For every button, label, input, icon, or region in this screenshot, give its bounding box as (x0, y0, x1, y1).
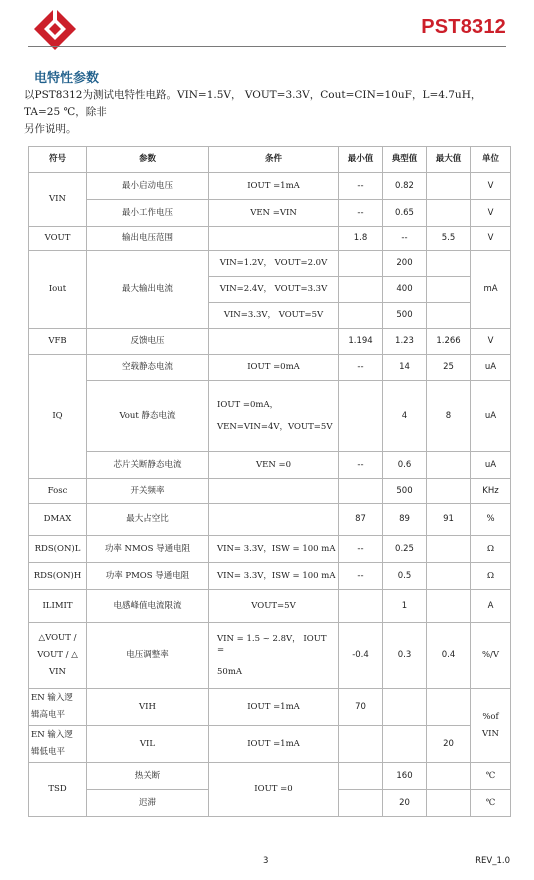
max-cell: 5.5 (427, 227, 471, 251)
typ-cell: 0.3 (383, 623, 427, 689)
unit-cell: ℃ (471, 763, 511, 790)
symbol-cell: ILIMIT (29, 590, 87, 623)
condition-cell: IOUT =1mA (209, 689, 339, 726)
section-title: 电特性参数 (34, 71, 100, 86)
max-cell (427, 303, 471, 329)
table-row (29, 536, 511, 563)
typ-cell: -- (383, 227, 427, 251)
typ-cell: 200 (383, 251, 427, 277)
min-cell: -0.4 (339, 623, 383, 689)
condition-cell: VIN=2.4V， VOUT=3.3V (209, 277, 339, 303)
typ-cell: 20 (383, 790, 427, 817)
condition-cell: VIN= 3.3V，ISW = 100 mA (209, 536, 339, 563)
param-cell: VIL (87, 726, 209, 763)
intro-line-2: 另作说明。 (24, 123, 77, 135)
table-row (29, 452, 511, 479)
min-cell (339, 277, 383, 303)
typ-cell: 500 (383, 479, 427, 504)
unit-cell: V (471, 200, 511, 227)
max-cell: 1.266 (427, 329, 471, 355)
min-cell (339, 303, 383, 329)
table-row (29, 329, 511, 355)
max-cell (427, 173, 471, 200)
unit-cell: %/V (471, 623, 511, 689)
param-cell: 热关断 (87, 763, 209, 790)
unit-cell: V (471, 173, 511, 200)
unit-cell: uA (471, 452, 511, 479)
electrical-characteristics-table (28, 146, 511, 817)
max-cell (427, 536, 471, 563)
param-cell: 开关频率 (87, 479, 209, 504)
table-row (29, 590, 511, 623)
unit-cell: V (471, 227, 511, 251)
condition-cell: IOUT =0mA (209, 355, 339, 381)
max-cell: 0.4 (427, 623, 471, 689)
symbol-cell: TSD (29, 763, 87, 817)
typ-cell: 0.82 (383, 173, 427, 200)
unit-cell: % (471, 504, 511, 536)
intro-text (24, 87, 514, 138)
typ-cell: 0.65 (383, 200, 427, 227)
symbol-cell: △VOUT / VOUT / △ VIN (29, 623, 87, 689)
product-name: PST8312 (421, 16, 506, 38)
typ-cell: 14 (383, 355, 427, 381)
unit-cell: mA (471, 251, 511, 329)
header-unit: 单位 (471, 147, 511, 173)
header-condition: 条件 (209, 147, 339, 173)
symbol-cell: VIN (29, 173, 87, 227)
min-cell: -- (339, 536, 383, 563)
min-cell: 1.8 (339, 227, 383, 251)
max-cell (427, 277, 471, 303)
min-cell (339, 590, 383, 623)
param-cell: 最小启动电压 (87, 173, 209, 200)
symbol-cell: DMAX (29, 504, 87, 536)
condition-cell (209, 329, 339, 355)
table-row (29, 200, 511, 227)
min-cell: -- (339, 452, 383, 479)
symbol-cell: EN 输入逻 辑高电平 (29, 689, 87, 726)
min-cell (339, 479, 383, 504)
min-cell: -- (339, 173, 383, 200)
param-cell: 迟滞 (87, 790, 209, 817)
max-cell: 91 (427, 504, 471, 536)
table-row (29, 763, 511, 790)
max-cell (427, 251, 471, 277)
header-divider (28, 46, 506, 47)
min-cell (339, 763, 383, 790)
max-cell (427, 452, 471, 479)
max-cell (427, 689, 471, 726)
param-cell: 最大占空比 (87, 504, 209, 536)
typ-cell (383, 689, 427, 726)
min-cell: 70 (339, 689, 383, 726)
min-cell (339, 381, 383, 452)
min-cell: -- (339, 355, 383, 381)
param-cell: 最大输出电流 (87, 251, 209, 329)
typ-cell: 0.6 (383, 452, 427, 479)
table-row (29, 563, 511, 590)
max-cell (427, 763, 471, 790)
min-cell: -- (339, 563, 383, 590)
typ-cell: 1.23 (383, 329, 427, 355)
header-min: 最小值 (339, 147, 383, 173)
typ-cell: 89 (383, 504, 427, 536)
max-cell (427, 563, 471, 590)
min-cell: -- (339, 200, 383, 227)
unit-cell: KHz (471, 479, 511, 504)
header-max: 最大值 (427, 147, 471, 173)
min-cell (339, 790, 383, 817)
header-typ: 典型值 (383, 147, 427, 173)
param-cell: 芯片关断静态电流 (87, 452, 209, 479)
unit-cell: uA (471, 355, 511, 381)
symbol-cell: RDS(ON)L (29, 536, 87, 563)
typ-cell (383, 726, 427, 763)
param-cell: 功率 PMOS 导通电阻 (87, 563, 209, 590)
condition-cell (209, 479, 339, 504)
header-symbol: 符号 (29, 147, 87, 173)
table-row (29, 623, 511, 689)
param-cell: 输出电压范围 (87, 227, 209, 251)
param-cell: 空载静态电流 (87, 355, 209, 381)
revision-label: REV_1.0 (475, 856, 510, 866)
unit-cell: %of VIN (471, 689, 511, 763)
typ-cell: 1 (383, 590, 427, 623)
param-cell: 电感峰值电流限流 (87, 590, 209, 623)
param-cell: 功率 NMOS 导通电阻 (87, 536, 209, 563)
symbol-cell: EN 输入逻 辑低电平 (29, 726, 87, 763)
condition-cell: VOUT=5V (209, 590, 339, 623)
min-cell (339, 726, 383, 763)
table-row (29, 381, 511, 452)
min-cell (339, 251, 383, 277)
unit-cell: uA (471, 381, 511, 452)
unit-cell: Ω (471, 536, 511, 563)
symbol-cell: Fosc (29, 479, 87, 504)
condition-cell (209, 504, 339, 536)
symbol-cell: IQ (29, 355, 87, 479)
symbol-cell: VOUT (29, 227, 87, 251)
max-cell: 25 (427, 355, 471, 381)
header-param: 参数 (87, 147, 209, 173)
typ-cell: 500 (383, 303, 427, 329)
unit-cell: A (471, 590, 511, 623)
condition-cell: VEN =VIN (209, 200, 339, 227)
max-cell (427, 479, 471, 504)
symbol-cell: RDS(ON)H (29, 563, 87, 590)
min-cell: 87 (339, 504, 383, 536)
table-row (29, 355, 511, 381)
typ-cell: 0.25 (383, 536, 427, 563)
typ-cell: 4 (383, 381, 427, 452)
max-cell (427, 590, 471, 623)
table-row (29, 251, 511, 277)
table-row (29, 689, 511, 726)
table-row (29, 173, 511, 200)
symbol-cell: Iout (29, 251, 87, 329)
param-cell: 最小工作电压 (87, 200, 209, 227)
intro-line-1: 以PST8312为测试电特性电路。VIN=1.5V， VOUT=3.3V，Cout=CIN=10uF，L=4.7uH，TA=25 ℃，除非 (24, 89, 482, 118)
param-cell: Vout 静态电流 (87, 381, 209, 452)
typ-cell: 400 (383, 277, 427, 303)
unit-cell: ℃ (471, 790, 511, 817)
param-cell: VIH (87, 689, 209, 726)
condition-cell: IOUT =1mA (209, 173, 339, 200)
condition-cell: VIN = 1.5 ~ 2.8V， IOUT = 50mA (209, 623, 339, 689)
param-cell: 电压调整率 (87, 623, 209, 689)
symbol-cell: VFB (29, 329, 87, 355)
condition-cell: IOUT =0 (209, 763, 339, 817)
min-cell: 1.194 (339, 329, 383, 355)
condition-cell (209, 227, 339, 251)
typ-cell: 160 (383, 763, 427, 790)
condition-cell: IOUT =1mA (209, 726, 339, 763)
condition-cell: VIN=1.2V， VOUT=2.0V (209, 251, 339, 277)
table-row (29, 504, 511, 536)
condition-cell: VIN= 3.3V，ISW = 100 mA (209, 563, 339, 590)
table-row (29, 479, 511, 504)
unit-cell: V (471, 329, 511, 355)
table-header-row (29, 147, 511, 173)
param-cell: 反馈电压 (87, 329, 209, 355)
max-cell: 20 (427, 726, 471, 763)
condition-cell: IOUT =0mA， VEN=VIN=4V，VOUT=5V (209, 381, 339, 452)
condition-cell: VIN=3.3V， VOUT=5V (209, 303, 339, 329)
unit-cell: Ω (471, 563, 511, 590)
page-number: 3 (263, 856, 269, 866)
max-cell (427, 790, 471, 817)
max-cell (427, 200, 471, 227)
typ-cell: 0.5 (383, 563, 427, 590)
table-row (29, 227, 511, 251)
table-row (29, 726, 511, 763)
max-cell: 8 (427, 381, 471, 452)
condition-cell: VEN =0 (209, 452, 339, 479)
